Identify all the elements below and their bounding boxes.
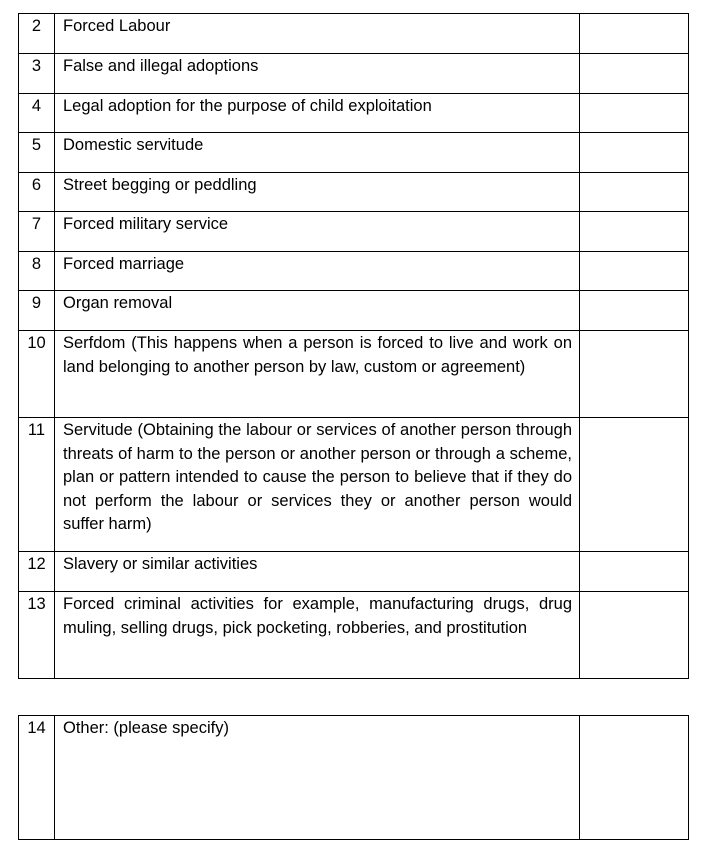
answer-cell[interactable] xyxy=(580,173,689,212)
row-description: Forced marriage xyxy=(55,252,580,291)
table-row xyxy=(19,716,689,840)
table-row xyxy=(19,173,689,212)
row-description: Domestic servitude xyxy=(55,133,580,173)
row-number: 2 xyxy=(19,14,55,54)
row-number: 4 xyxy=(19,94,55,133)
answer-cell[interactable] xyxy=(580,212,689,252)
table-row xyxy=(19,94,689,133)
row-description: Serfdom (This happens when a person is forced to live and work on land belonging to another person by law, custom or agreement) xyxy=(55,331,580,418)
row-description: Forced military service xyxy=(55,212,580,252)
row-description: Servitude (Obtaining the labour or services of another person through threats of harm to the person or another person or through a scheme, plan or pattern intended to cause the person to believe that if they do not perform the labour or services they or another person would suffer harm) xyxy=(55,418,580,552)
row-number: 9 xyxy=(19,291,55,331)
row-description: False and illegal adoptions xyxy=(55,54,580,94)
table-row xyxy=(19,592,689,679)
row-number: 5 xyxy=(19,133,55,173)
table-row xyxy=(19,14,689,54)
row-number: 13 xyxy=(19,592,55,679)
other-exploitation-table xyxy=(18,715,689,840)
table-row xyxy=(19,291,689,331)
row-number: 12 xyxy=(19,552,55,592)
table-row xyxy=(19,133,689,173)
answer-cell[interactable] xyxy=(580,552,689,592)
answer-cell[interactable] xyxy=(580,418,689,552)
row-number: 11 xyxy=(19,418,55,552)
answer-cell[interactable] xyxy=(580,94,689,133)
row-description: Street begging or peddling xyxy=(55,173,580,212)
answer-cell[interactable] xyxy=(580,331,689,418)
row-number: 10 xyxy=(19,331,55,418)
row-number: 14 xyxy=(19,716,55,840)
answer-cell[interactable] xyxy=(580,54,689,94)
answer-cell[interactable] xyxy=(580,133,689,173)
row-number: 3 xyxy=(19,54,55,94)
row-number: 6 xyxy=(19,173,55,212)
table-row xyxy=(19,552,689,592)
answer-cell[interactable] xyxy=(580,291,689,331)
row-number: 7 xyxy=(19,212,55,252)
answer-cell[interactable] xyxy=(580,252,689,291)
table-row xyxy=(19,212,689,252)
exploitation-types-table xyxy=(18,13,689,679)
row-description: Slavery or similar activities xyxy=(55,552,580,592)
row-description: Forced Labour xyxy=(55,14,580,54)
table-row xyxy=(19,418,689,552)
other-specify-field[interactable]: Other: (please specify) xyxy=(55,716,580,840)
answer-cell[interactable] xyxy=(580,14,689,54)
answer-cell[interactable] xyxy=(580,716,689,840)
row-description: Organ removal xyxy=(55,291,580,331)
table-row xyxy=(19,54,689,94)
row-number: 8 xyxy=(19,252,55,291)
row-description: Legal adoption for the purpose of child exploitation xyxy=(55,94,580,133)
answer-cell[interactable] xyxy=(580,592,689,679)
table-row xyxy=(19,252,689,291)
row-description: Forced criminal activities for example, manufacturing drugs, drug muling, selling drugs, pick pocketing, robberies, and prostitution xyxy=(55,592,580,679)
table-row xyxy=(19,331,689,418)
